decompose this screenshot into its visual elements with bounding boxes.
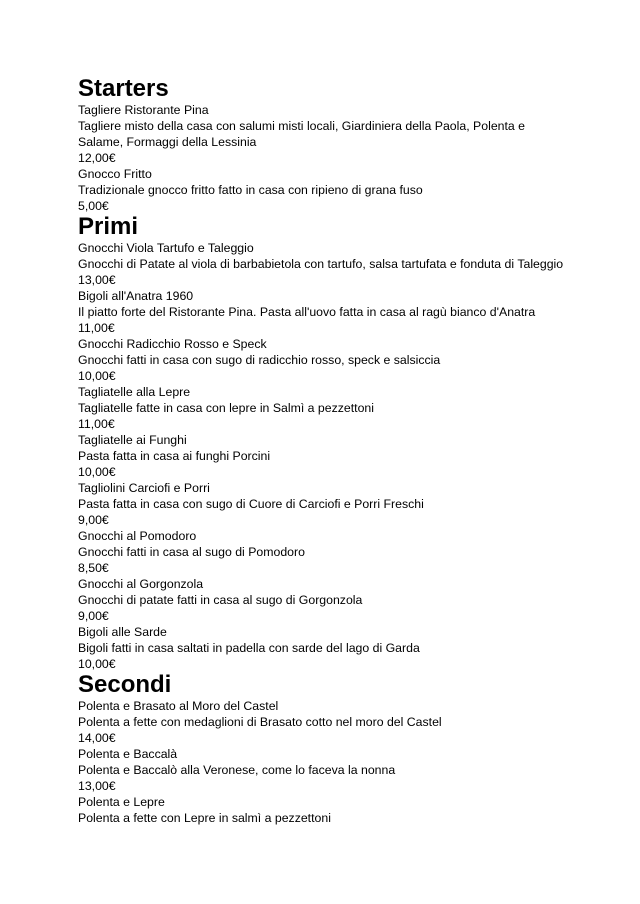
dish-description: Polenta e Baccalò alla Veronese, come lo faceva la nonna: [78, 763, 396, 777]
dish-price: 11,00€: [78, 417, 115, 431]
dish-description: Bigoli fatti in casa saltati in padella con sarde del lago di Garda: [78, 641, 420, 655]
dish-name: Polenta e Brasato al Moro del Castel: [78, 699, 279, 713]
menu-document: [78, 76, 578, 826]
dish-price: 12,00€: [78, 151, 116, 165]
section-heading: Secondi: [78, 671, 172, 698]
menu-item: [78, 384, 578, 432]
dish-price: 5,00€: [78, 199, 109, 213]
dish-name: Gnocchi al Gorgonzola: [78, 577, 204, 591]
dish-price: 9,00€: [78, 513, 109, 527]
dish-description: Polenta a fette con medaglioni di Brasato cotto nel moro del Castel: [78, 715, 442, 729]
menu-item: [78, 698, 578, 746]
menu-item: [78, 166, 578, 214]
section-heading: Starters: [78, 75, 169, 102]
menu-item: [78, 336, 578, 384]
dish-name: Bigoli alle Sarde: [78, 625, 167, 639]
dish-price: 14,00€: [78, 731, 116, 745]
dish-name: Polenta e Baccalà: [78, 747, 178, 761]
dish-price: 13,00€: [78, 273, 116, 287]
menu-item: [78, 432, 578, 480]
dish-name: Gnocchi Viola Tartufo e Taleggio: [78, 241, 254, 255]
menu-item: [78, 576, 578, 624]
menu-item: [78, 624, 578, 672]
dish-price: 8,50€: [78, 561, 109, 575]
dish-description: Pasta fatta in casa con sugo di Cuore di Carciofi e Porri Freschi: [78, 497, 424, 511]
dish-description: Tagliatelle fatte in casa con lepre in Salmì a pezzettoni: [78, 401, 374, 415]
dish-description: Il piatto forte del Ristorante Pina. Pasta all'uovo fatta in casa al ragù bianco d'Anatra: [78, 305, 536, 319]
dish-name: Tagliere Ristorante Pina: [78, 103, 209, 117]
dish-price: 10,00€: [78, 465, 116, 479]
menu-item: [78, 102, 578, 166]
dish-price: 13,00€: [78, 779, 116, 793]
dish-description: Gnocchi fatti in casa con sugo di radicchio rosso, speck e salsiccia: [78, 353, 441, 367]
dish-name: Tagliatelle alla Lepre: [78, 385, 191, 399]
dish-name: Gnocchi Radicchio Rosso e Speck: [78, 337, 267, 351]
dish-description: Gnocchi di patate fatti in casa al sugo di Gorgonzola: [78, 593, 363, 607]
dish-description: Gnocchi fatti in casa al sugo di Pomodoro: [78, 545, 305, 559]
dish-name: Tagliatelle ai Funghi: [78, 433, 187, 447]
dish-price: 10,00€: [78, 369, 116, 383]
dish-price: 11,00€: [78, 321, 115, 335]
dish-name: Tagliolini Carciofi e Porri: [78, 481, 210, 495]
menu-item: [78, 480, 578, 528]
menu-item: [78, 746, 578, 794]
menu-section-primi: [78, 214, 578, 672]
menu-item: [78, 240, 578, 288]
dish-name: Polenta e Lepre: [78, 795, 165, 809]
dish-name: Gnocco Fritto: [78, 167, 152, 181]
dish-description: Gnocchi di Patate al viola di barbabietola con tartufo, salsa tartufata e fonduta di Taleggio: [78, 257, 564, 271]
dish-description: Tagliere misto della casa con salumi misti locali, Giardiniera della Paola, Polenta e Salame, Formaggi della Lessinia: [78, 119, 526, 149]
dish-description: Pasta fatta in casa ai funghi Porcini: [78, 449, 271, 463]
dish-name: Gnocchi al Pomodoro: [78, 529, 197, 543]
dish-price: 9,00€: [78, 609, 109, 623]
menu-item: [78, 794, 578, 826]
section-heading: Primi: [78, 213, 139, 240]
dish-price: 10,00€: [78, 657, 116, 671]
dish-name: Bigoli all'Anatra 1960: [78, 289, 194, 303]
dish-description: Polenta a fette con Lepre in salmì a pezzettoni: [78, 811, 331, 825]
menu-item: [78, 528, 578, 576]
menu-section-secondi: [78, 672, 578, 826]
menu-section-starters: [78, 76, 578, 214]
menu-item: [78, 288, 578, 336]
dish-description: Tradizionale gnocco fritto fatto in casa con ripieno di grana fuso: [78, 183, 423, 197]
